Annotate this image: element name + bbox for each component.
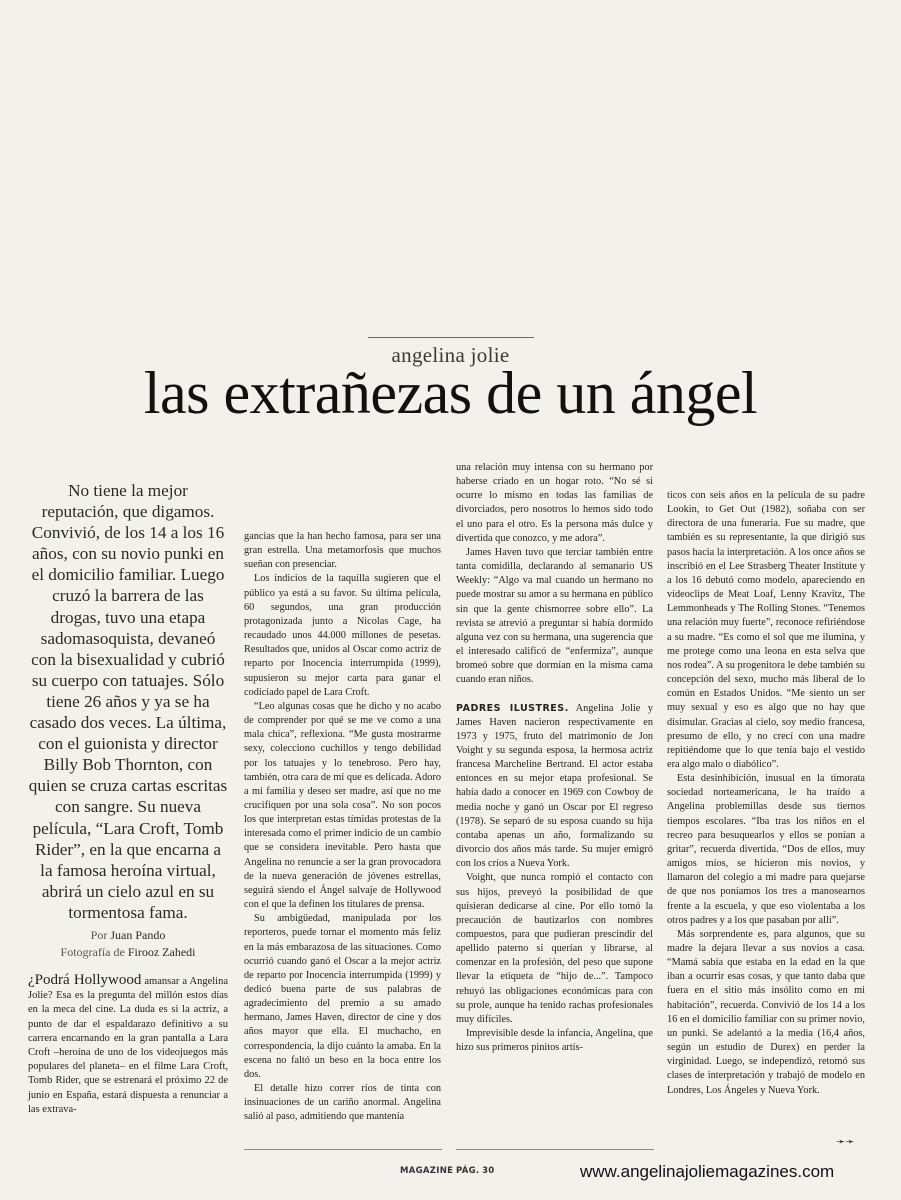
photo-credit-line: [28, 944, 228, 961]
page-number: 30: [482, 1166, 495, 1176]
body-column-1: [244, 530, 441, 1125]
column-1-paragraph: “Leo algunas cosas que he dicho y no acabo de comprender por qué se me ve como a una mala chica”, reflexiona. “Me gusta mostrarme sexy, colecciono cuchillos y tengo debilidad por los tatuajes y lo tenebroso. Pero hay, también, otra cara de mí que es delicada. Adoro a mi familia y deseo ser madre, así que no me crucifiquen por una sola cosa”. No son pocos los que interpretan estas tímidas protestas de la interesada como el primer indicio de un cambio que se considera inevitable. Pero hasta que Angelina no renuncie a ser la gran provocadora de la nueva generación de jóvenes estrellas, seguirá siendo el Ángel salvaje de Hollywood con el que la definen los titulares de prensa.: [244, 700, 441, 911]
photographer-name: Firooz Zahedi: [127, 945, 196, 959]
author-label: Por: [90, 928, 108, 942]
column-2-paragraph: Voight, que nunca rompió el contacto con sus hijos, preveyó la posibilidad de que quisieran dedicarse al cine. Por ello tomó la precaución de bautizarlos con nombres compuestos, para que pudieran prescindir del apellido paterno si querían y librarse, al comenzar en la profesión, del peso que supone llevar la etiqueta de “hijo de...”. Tampoco rehuyó las obligaciones económicas para con su prole, aunque ha tenido rachas profesionales muy difíciles.: [456, 872, 653, 1025]
author-line: [28, 927, 228, 944]
column-3-paragraph: Más sorprendente es, para algunos, que su madre la dejara llevar a sus novios a casa. “Mamá sabía que estaba en la edad en la que iban a ocurrir esas cosas, y que tanto daba que fuera en el sitio más insólito como en mi habitación”, recuerda. Convivió de los 14 a los 16 en el domicilio familiar con su primer novio, un punki. Se adelantó a la media (16,4 años, según un estudio de Durex) en perder la virginidad. Luego, se independizó, retomó sus clases de interpretación y trabajó de modelo en Londres, Los Ángeles y Nueva York.: [667, 928, 865, 1096]
column-1-bottom-rule: [244, 1149, 442, 1150]
body-column-3: [667, 489, 865, 1098]
page-folio: [400, 1166, 495, 1176]
column-2-paragraph: James Haven tuvo que terciar también entre tanta comidilla, declarando al semanario US Weekly: “Algo va mal cuando un hermano no puede mostrar su amor a su hermana en público sin que la gente chismorree sobre ello”. La revista se atrevió a preguntar si había dormido alguna vez con su hermana, una sugerencia que el interesado calificó de “enfermiza”, aunque bromeó sobre que dormían en la misma cama cuando eran niños.: [456, 546, 653, 686]
body-opening-paragraph: [28, 973, 228, 1117]
page-label: PÁG.: [455, 1166, 480, 1176]
column-3-paragraph: ticos con seis años en la película de su padre Lookin, to Get Out (1982), soñaba con ser directora de una funeraria. Fue su madre, que también es su representante, la que dirigió sus pasos hacia la interpretación. A los once años se inscribió en el Lee Strasberg Theater Institute y a los 16 debutó como modelo, apareciendo en videoclips de Meat Loaf, Lenny Kravitz, The Lemmonheads y The Rolling Stones. “Tenemos una relación muy fuerte”, reconoce refiriéndose a su madre. “Es como el sol que me ilumina, y me protege como una leona en esta selva que nos rodea”. A su progenitora le debe también su concepción del sexo, mucho más liberal de lo común en Estados Unidos. “Me siento un ser muy sexual y eso es algo que no hay que disimular. Gracias al cielo, soy medio francesa, presumo de ello, y no crecí con una madre repitiéndome que lo que tenía bajo el vestido era algo malo o diabólico”.: [667, 490, 865, 770]
continue-arrow-icon: ➛➛: [836, 1135, 855, 1148]
column-2-section-paragraph: [456, 702, 653, 872]
column-1-paragraph: Su ambigüedad, manipulada por los reporteros, puede tornar el momento más feliz en la más embarazosa de las situaciones. Como ocurrió cuando ganó el Oscar a la mejor actriz de reparto por Inocencia interrumpida (1999) y dedicó buena parte de sus palabras de agradecimiento del premio a su amado hermano, James Haven, director de cine y dos años mayor que ella. El muchacho, en correspondencia, la dijo cuánto la amaba. En la escena no faltó un beso en la boca entre los dos.: [244, 913, 441, 1080]
column-1-paragraph: gancias que la han hecho famosa, para ser una gran estrella. Una metamorfosis que muchos sueñan con presenciar.: [244, 531, 441, 571]
opening-lead-words: ¿Podrá Hollywood: [28, 972, 142, 988]
column-3-paragraph: Esta desinhibición, inusual en la timorata sociedad norteamericana, le ha traído a Angelina problemillas desde sus tiernos tiempos escolares. “Iba tras los niños en el recreo para besuquearlos y ellos se ponían a gritar”, recuerda divertida. “Dos de ellos, muy amigos míos, se hicieron mis novios, y llamaron del colegio a mi madre para quejarse de que nos poníamos los tres a manosearnos frente a la escuela, y que eso violentaba a los otros padres y a los que pasaban por allí”.: [667, 773, 865, 926]
byline: [28, 927, 228, 961]
column-1-paragraph: El detalle hizo correr ríos de tinta con insinuaciones de un cariño anormal. Angelina salió al paso, admitiendo que mantenía: [244, 1083, 441, 1123]
column-2-paragraph: Imprevisible desde la infancia, Angelina, que hizo sus primeros pinitos artís-: [456, 1028, 653, 1054]
article-title: las extrañezas de un ángel: [143, 360, 758, 426]
magazine-name: MAGAZINE: [400, 1166, 454, 1176]
column-2-bottom-rule: [456, 1149, 654, 1150]
section-text: Angelina Jolie y James Haven nacieron respectivamente en 1973 y 1975, fruto del matrimonio de Jon Voight y su segunda esposa, la hermosa actriz francesa Marcheline Bertrand. El actor estaba entonces en su mejor etapa profesional. Se había dado a conocer en 1969 con Cowboy de media noche y ganó un Oscar por El regreso (1978). Se separó de su esposa cuando su hija contaba apenas un año, formalizando su divorcio dos años más tarde. Su mujer emigró con los críos a Nueva York.: [456, 702, 653, 870]
site-watermark: www.angelinajoliemagazines.com: [580, 1162, 835, 1181]
section-heading: PADRES ILUSTRES.: [456, 702, 569, 714]
article-lede: No tiene la mejor reputación, que digamos. Convivió, de los 14 a los 16 años, con su novio punki en el domicilio familiar. Luego cruzó la barrera de las drogas, tuvo una etapa sadomasoquista, devaneó con la bisexualidad y cubrió su cuerpo con tatuajes. Sólo tiene 26 años y ya se ha casado dos veces. La última, con el guionista y director Billy Bob Thornton, con quien se cruza cartas escritas con sangre. Su nueva película, “Lara Croft, Tomb Rider”, en la que encarna a la famosa heroína virtual, abrirá un cielo azul en su tormentosa fama.: [28, 481, 228, 922]
photo-credit-label: Fotografía de: [60, 945, 125, 959]
column-1-paragraph: Los indicios de la taquilla sugieren que el público ya está a su favor. Su última película, 60 segundos, una gran producción protagonizada junto a Nicolas Cage, ha recaudado unos 44.000 millones de pesetas. Resultados que, unidos al Oscar como actriz de reparto por Inocencia interrumpida (1999), supusieron su mejor carta para ganar el codiciado papel de Lara Croft.: [244, 573, 441, 698]
body-column-2: [456, 461, 653, 1055]
article-kicker: angelina jolie: [391, 343, 510, 367]
title-top-rule: [368, 337, 534, 338]
author-name: Juan Pando: [110, 928, 166, 942]
column-2-paragraph: una relación muy intensa con su hermano por haberse criado en un hogar roto. “No sé si ocurre lo mismo en todas las familias de divorciados, pero nosotros lo hemos sido todo el uno para el otro. Es la persona más dulce y divertida que conozco, y me adora”.: [456, 462, 653, 544]
opening-text: amansar a Angelina Jolie? Esa es la pregunta del millón estos días en la meca del cine. La duda es si la actriz, a punto de dar el espaldarazo definitivo a su carrera encarnando en la gran pantalla a Lara Croft –heroína de uno de los videojuegos más populares del planeta– en el filme Lara Croft, Tomb Rider, que se estrenará el próximo 22 de junio en España, estará dispuesta a renunciar a las extrava-: [28, 976, 228, 1115]
